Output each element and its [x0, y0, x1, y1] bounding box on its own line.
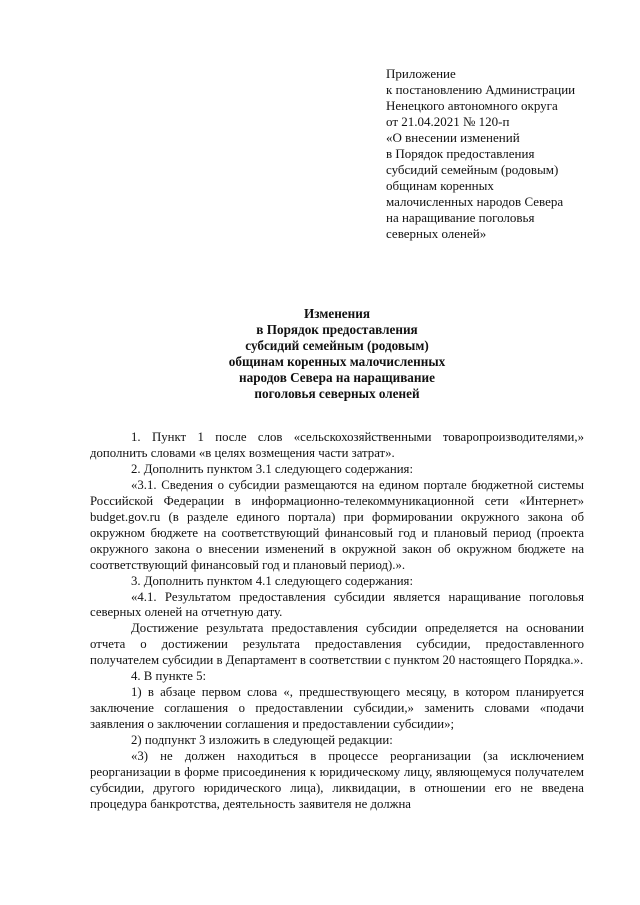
- body-paragraph: 2) подпункт 3 изложить в следующей редакции:: [131, 733, 393, 748]
- appendix-line: Приложение: [386, 66, 456, 81]
- title-line: Изменения: [304, 306, 370, 321]
- appendix-line: общинам коренных: [386, 178, 494, 193]
- appendix-line: «О внесении изменений: [386, 130, 520, 145]
- title-line: субсидий семейным (родовым): [245, 338, 429, 353]
- document-title: [90, 306, 584, 402]
- body-paragraph: «3) не должен находиться в процессе реорганизации (за исключением реорганизации в форме присоединения к юридическому лицу, являющемуся получателем субсидии, другого юридического лица), ликвидации, в отношении его не введена процедура банкротства, деятельность заявителя не должна: [90, 749, 584, 811]
- appendix-line: Ненецкого автономного округа: [386, 98, 558, 113]
- title-line: общинам коренных малочисленных: [228, 354, 446, 369]
- appendix-header: [386, 66, 626, 242]
- title-line: в Порядок предоставления: [256, 322, 418, 337]
- body-paragraph: 4. В пункте 5:: [131, 669, 207, 684]
- document-body: [90, 430, 584, 813]
- title-line: поголовья северных оленей: [254, 386, 420, 401]
- body-paragraph: 2. Дополнить пунктом 3.1 следующего содержания:: [131, 461, 413, 476]
- title-line: народов Севера на наращивание: [239, 370, 435, 385]
- appendix-line: северных оленей»: [386, 226, 487, 241]
- appendix-line: в Порядок предоставления: [386, 146, 535, 161]
- appendix-line: субсидий семейным (родовым): [386, 162, 559, 177]
- body-paragraph: 3. Дополнить пунктом 4.1 следующего содержания:: [131, 573, 413, 588]
- body-paragraph: «3.1. Сведения о субсидии размещаются на едином портале бюджетной системы Российской Федерации в информационно-телекоммуникационной сети «Интернет» budget.gov.ru (в разделе единого портала) при формировании окружного закона об окружном бюджете на соответствующий финансовый год и плановый период (проекта окружного закона о внесении изменений в окружной закон об окружном бюджете на соответствующий финансовый год и плановый период).».: [90, 477, 584, 572]
- body-paragraph: Достижение результата предоставления субсидии определяется на основании отчета о достижении результата предоставления субсидии, предоставленного получателем субсидии в Департамент в соответствии с пунктом 20 настоящего Порядка.».: [90, 621, 584, 668]
- body-paragraph: «4.1. Результатом предоставления субсидии является наращивание поголовья северных оленей на отчетную дату.: [90, 589, 584, 620]
- appendix-line: на наращивание поголовья: [386, 210, 535, 225]
- appendix-line: малочисленных народов Севера: [386, 194, 564, 209]
- body-paragraph: 1) в абзаце первом слова «, предшествующего месяцу, в котором планируется заключение соглашения о предоставлении субсидии,» заменить словами «подачи заявления о заключении соглашения и предоставлении субсидии»;: [90, 685, 584, 732]
- appendix-line: от 21.04.2021 № 120-п: [386, 114, 510, 129]
- appendix-line: к постановлению Администрации: [386, 82, 576, 97]
- body-paragraph: 1. Пункт 1 после слов «сельскохозяйственными товаропроизводителями,» дополнить словами «в целях возмещения части затрат».: [90, 430, 584, 460]
